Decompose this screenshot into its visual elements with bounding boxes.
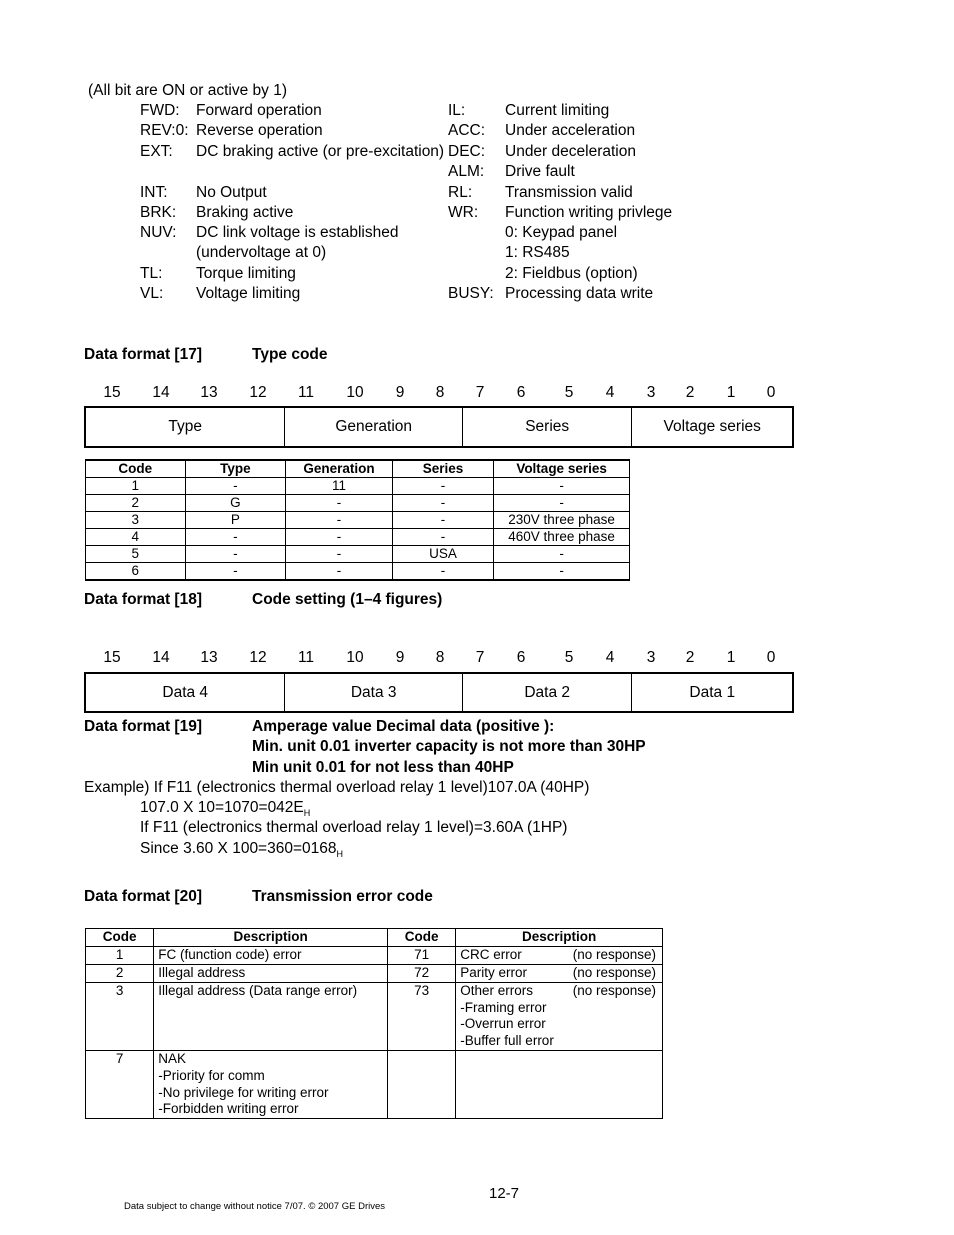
status-code: RL:: [448, 184, 473, 201]
error-code: [388, 1050, 456, 1118]
table-cell: -: [392, 529, 493, 546]
status-description: Under acceleration: [505, 122, 636, 139]
status-code: BUSY:: [448, 285, 494, 302]
bit-number: 1: [726, 384, 736, 401]
bit-field: Series: [463, 408, 633, 446]
table-row: [86, 1050, 663, 1118]
bit-number: 15: [103, 384, 121, 401]
bit-number: 1: [726, 649, 736, 666]
status-description: Voltage limiting: [196, 285, 301, 302]
df19-calc-1: 107.0 X $10=1070=042E_H$: [140, 799, 311, 818]
description-line: -No privilege for writing error: [158, 1084, 329, 1100]
error-code: 1: [86, 946, 154, 964]
table-row: [86, 512, 630, 529]
bit-field: Data 2: [463, 674, 633, 711]
error-code: 72: [388, 964, 456, 982]
table-header: Code: [388, 929, 456, 947]
bit-number: 3: [646, 649, 656, 666]
response-note: (no response): [572, 964, 656, 980]
table-cell: 2: [86, 495, 186, 512]
bit-number: 11: [297, 384, 315, 401]
bit-field: Generation: [285, 408, 463, 446]
response-note: (no response): [572, 982, 656, 998]
status-code: VL:: [140, 285, 164, 302]
table-cell: -: [286, 512, 393, 529]
bit-number: 13: [200, 384, 218, 401]
table-row: [86, 495, 630, 512]
df19-line-1: Amperage value Decimal data (positive ):: [252, 718, 555, 735]
status-description: No Output: [196, 184, 267, 201]
table-cell: 4: [86, 529, 186, 546]
bit-number: 14: [152, 649, 170, 666]
error-description: [154, 1050, 388, 1118]
bit-number: 0: [766, 384, 776, 401]
bit-number: 11: [297, 649, 315, 666]
status-description: Reverse operation: [196, 122, 323, 139]
table-cell: G: [185, 495, 286, 512]
status-code: FWD:: [140, 102, 180, 119]
table-row: [86, 546, 630, 563]
table-cell: -: [392, 478, 493, 495]
bit-number: 15: [103, 649, 121, 666]
status-description: Forward operation: [196, 102, 322, 119]
description-line: Other errors: [460, 982, 534, 998]
table-header: Series: [392, 460, 493, 478]
df19-label: Data format [19]: [84, 718, 202, 735]
table-cell: 1: [86, 478, 186, 495]
error-description: [456, 964, 663, 982]
table-cell: -: [392, 512, 493, 529]
description-line: -Overrun error: [460, 1016, 546, 1032]
table-cell: -: [494, 495, 630, 512]
table-cell: -: [392, 563, 493, 581]
df17-title: Type code: [252, 346, 328, 363]
table-cell: -: [185, 563, 286, 581]
description-line: -Buffer full error: [460, 1033, 554, 1049]
status-description: Current limiting: [505, 102, 610, 119]
df17-bit-field-box: [84, 406, 794, 448]
description-line: CRC error: [460, 946, 522, 962]
df19-calc-2: Since 3.60 X $100=360=0168_H$: [140, 840, 344, 859]
status-description: Drive fault: [505, 163, 575, 180]
table-header: Generation: [286, 460, 393, 478]
status-code: INT:: [140, 184, 168, 201]
df20-label: Data format [20]: [84, 888, 202, 905]
bit-number: 2: [685, 384, 695, 401]
table-cell: 6: [86, 563, 186, 581]
error-code-table: [85, 928, 663, 1119]
description-line: FC (function code) error: [158, 946, 302, 962]
error-description: [456, 1050, 663, 1118]
bit-field: Type: [86, 408, 285, 446]
table-row: [86, 529, 630, 546]
df17-label: Data format [17]: [84, 346, 202, 363]
description-line: Parity error: [460, 964, 528, 980]
table-cell: 460V three phase: [494, 529, 630, 546]
table-row: [86, 982, 663, 1050]
status-intro: (All bit are ON or active by 1): [88, 82, 287, 99]
description-line: Illegal address: [158, 964, 246, 980]
table-cell: P: [185, 512, 286, 529]
bit-number: 5: [564, 649, 574, 666]
bit-number: 6: [516, 384, 526, 401]
status-description: Braking active: [196, 204, 294, 221]
status-description: DC braking active (or pre-excitation): [196, 143, 445, 160]
bit-number: 8: [435, 384, 445, 401]
table-header: Voltage series: [494, 460, 630, 478]
status-description: (undervoltage at 0): [196, 244, 327, 261]
bit-number: 3: [646, 384, 656, 401]
description-line: -Priority for comm: [158, 1067, 265, 1083]
status-code: WR:: [448, 204, 479, 221]
table-cell: -: [286, 529, 393, 546]
status-code: BRK:: [140, 204, 177, 221]
description-line: -Forbidden writing error: [158, 1101, 299, 1117]
bit-number: 5: [564, 384, 574, 401]
error-code: 7: [86, 1050, 154, 1118]
bit-number: 6: [516, 649, 526, 666]
table-header: Code: [86, 929, 154, 947]
bit-field: Voltage series: [663, 418, 761, 435]
status-code: IL:: [448, 102, 466, 119]
response-note: (no response): [572, 946, 656, 962]
error-description: [154, 982, 388, 1050]
error-code: 3: [86, 982, 154, 1050]
status-description: DC link voltage is established: [196, 224, 399, 241]
status-code: NUV:: [140, 224, 177, 241]
error-code: 73: [388, 982, 456, 1050]
bit-field: Data 1: [689, 683, 736, 701]
df19-line-4: If F11 (electronics thermal overload relay 1 level)=3.60A (1HP): [140, 819, 568, 836]
table-row: [86, 946, 663, 964]
table-header: Code: [86, 460, 186, 478]
table-cell: USA: [392, 546, 493, 563]
error-code: 71: [388, 946, 456, 964]
table-row: [86, 478, 630, 495]
table-cell: -: [185, 546, 286, 563]
table-header: Description: [154, 929, 388, 947]
footer-notice: Data subject to change without notice 7/07. © 2007 GE Drives: [124, 1201, 386, 1212]
status-code: ACC:: [448, 122, 486, 139]
bit-number: 9: [395, 384, 405, 401]
bit-number: 13: [200, 649, 218, 666]
df19-line-3: Min unit 0.01 for not less than 40HP: [252, 759, 514, 776]
bit-number: 9: [395, 649, 405, 666]
bit-field: Data 3: [285, 674, 463, 711]
bit-number: 10: [346, 384, 364, 401]
df20-title: Transmission error code: [252, 888, 433, 905]
status-description: 0: Keypad panel: [505, 224, 618, 241]
error-description: [456, 982, 663, 1050]
table-cell: -: [286, 546, 393, 563]
table-cell: -: [185, 478, 286, 495]
status-description: Transmission valid: [505, 184, 633, 201]
bit-number: 14: [152, 384, 170, 401]
table-cell: -: [494, 546, 630, 563]
df18-label: Data format [18]: [84, 591, 202, 608]
bit-number: 12: [249, 649, 267, 666]
status-description: Torque limiting: [196, 265, 296, 282]
bit-number: 12: [249, 384, 267, 401]
description-line: -Framing error: [460, 999, 547, 1015]
bit-number: 2: [685, 649, 695, 666]
table-row: [86, 563, 630, 581]
status-description: Function writing privlege: [505, 204, 673, 221]
status-code: REV:0:: [140, 122, 189, 139]
table-header: Description: [456, 929, 663, 947]
status-description: 2: Fieldbus (option): [505, 265, 638, 282]
bit-number: 8: [435, 649, 445, 666]
df19-line-2: Min. unit 0.01 inverter capacity is not more than 30HP: [252, 738, 646, 755]
table-cell: -: [185, 529, 286, 546]
table-cell: -: [286, 495, 393, 512]
table-cell: 11: [286, 478, 393, 495]
error-description: [456, 946, 663, 964]
df18-bit-field-box: [84, 672, 794, 713]
table-cell: -: [286, 563, 393, 581]
table-cell: -: [494, 563, 630, 581]
bit-number: 7: [475, 649, 485, 666]
table-header: Type: [185, 460, 286, 478]
status-description: Processing data write: [505, 285, 654, 302]
bit-number: 4: [605, 649, 615, 666]
table-cell: 5: [86, 546, 186, 563]
status-description: Under deceleration: [505, 143, 636, 160]
status-code: EXT:: [140, 143, 173, 160]
table-cell: 3: [86, 512, 186, 529]
error-code: 2: [86, 964, 154, 982]
status-code: TL:: [140, 265, 163, 282]
error-description: [154, 964, 388, 982]
status-code: ALM:: [448, 163, 485, 180]
error-description: [154, 946, 388, 964]
description-line: Illegal address (Data range error): [158, 982, 358, 998]
bit-number: 0: [766, 649, 776, 666]
status-code: DEC:: [448, 143, 486, 160]
table-cell: -: [494, 478, 630, 495]
bit-number: 4: [605, 384, 615, 401]
table-cell: 230V three phase: [494, 512, 630, 529]
table-row: [86, 964, 663, 982]
df19-example: Example) If F11 (electronics thermal overload relay 1 level)107.0A (40HP): [84, 779, 590, 796]
table-cell: -: [392, 495, 493, 512]
bit-field: Data 4: [86, 674, 285, 711]
page-number: 12-7: [489, 1185, 520, 1202]
type-code-table: [85, 459, 630, 581]
status-description: 1: RS485: [505, 244, 570, 261]
bit-number: 10: [346, 649, 364, 666]
bit-number: 7: [475, 384, 485, 401]
description-line: NAK: [158, 1050, 187, 1066]
df18-title: Code setting (1–4 figures): [252, 591, 443, 608]
